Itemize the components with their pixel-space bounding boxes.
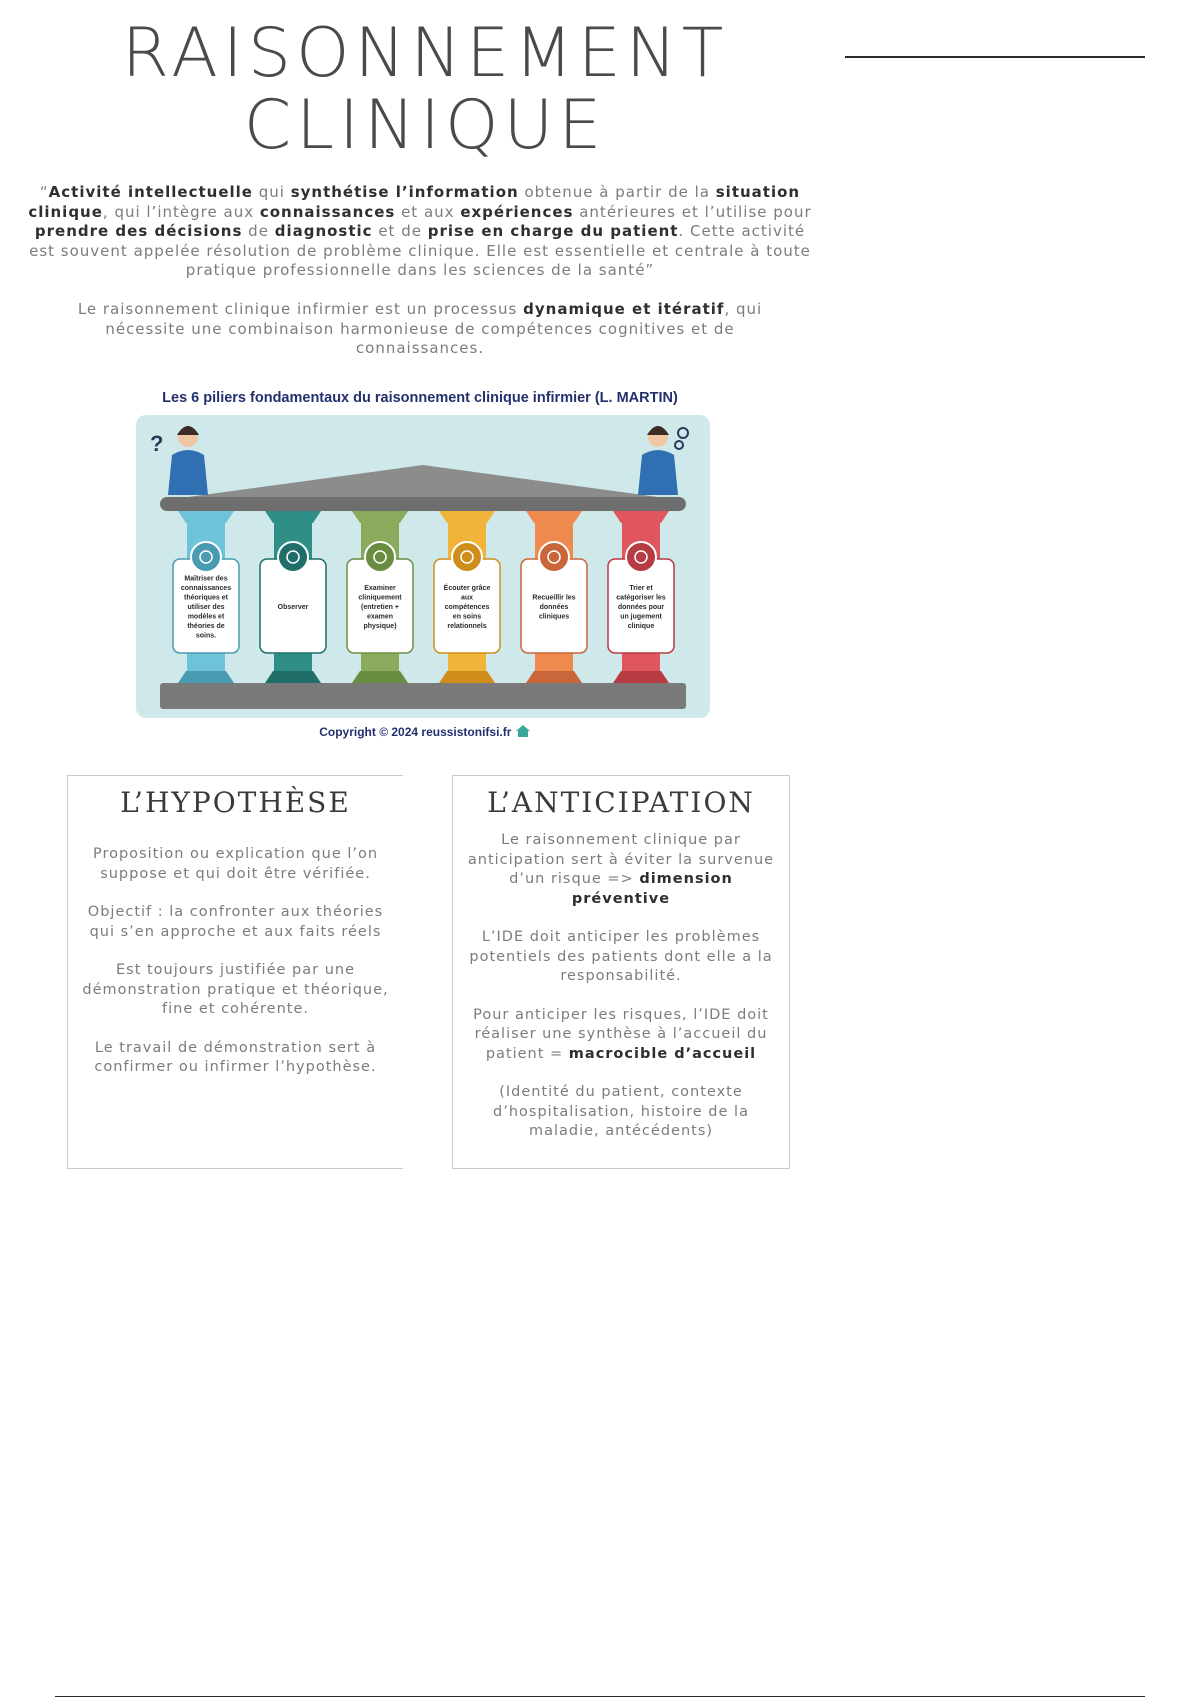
pillar-label-line: théoriques et xyxy=(184,594,228,602)
card-paragraph xyxy=(74,961,397,1020)
title-line-2: CLINIQUE xyxy=(243,86,607,165)
hypothesis-title: L’HYPOTHÈSE xyxy=(120,786,351,819)
nurse-right-body xyxy=(638,450,678,495)
infographic-title: Les 6 piliers fondamentaux du raisonnement clinique infirmier (L. MARTIN) xyxy=(162,390,678,406)
text-segment: obtenue à partir de la xyxy=(518,183,716,201)
hypothesis-body xyxy=(68,845,403,1078)
pillar-label-line: modèles et xyxy=(187,613,225,621)
definition-paragraph xyxy=(20,183,820,281)
pillar-capital xyxy=(613,511,669,523)
pillar-label-line: cliniques xyxy=(538,613,570,621)
infographic-copyright xyxy=(240,724,610,739)
emphasis-text: dimension préventive xyxy=(571,871,733,907)
house-icon xyxy=(515,724,531,738)
text-segment: Objectif : la confronter aux théories qui s’en approche et aux faits réels xyxy=(87,904,384,940)
emphasis-text: expériences xyxy=(460,202,574,221)
pillar-label-line: (entretien + xyxy=(361,604,399,611)
infographic-panel xyxy=(136,415,710,718)
pillar-label-line: compétences xyxy=(444,604,490,611)
pillar-foot xyxy=(439,671,495,683)
emphasis-text: synthétise l’information xyxy=(290,183,519,201)
question-mark-icon: ? xyxy=(150,431,164,456)
emphasis-text: connaissances xyxy=(259,202,396,221)
text-segment: “ xyxy=(39,183,49,201)
pillar-label-line: utiliser des xyxy=(187,604,225,611)
pillar-foot xyxy=(613,671,669,683)
text-segment: Proposition ou explication que l’on suppose et qui doit être vérifiée. xyxy=(92,846,379,882)
pillar-label-line: un jugement xyxy=(620,613,662,621)
eye-icon xyxy=(278,542,308,572)
decorative-rule xyxy=(845,56,1145,58)
hypothesis-card xyxy=(67,775,403,1169)
pillar-foot xyxy=(352,671,408,683)
pillar-label-line: Trier et xyxy=(629,585,653,592)
title-line-1: RAISONNEMENT xyxy=(121,14,729,93)
gear-icon xyxy=(678,428,688,438)
pillar-foot xyxy=(178,671,234,683)
pillar-label-line: théories de xyxy=(187,623,225,630)
temple-roof xyxy=(166,465,680,500)
card-paragraph xyxy=(459,1006,783,1065)
pillar-capital xyxy=(352,511,408,523)
text-segment: L’IDE doit anticiper les problèmes potentiels des patients dont elle a la responsabilité. xyxy=(469,929,773,984)
pillar-label-line: données pour xyxy=(617,604,665,611)
text-segment: Pour anticiper les risques, l’IDE doit réaliser une synthèse à l’accueil du patient = xyxy=(473,1006,769,1062)
pillar-label-line: aux xyxy=(460,594,474,602)
pillar-label-line: relationnels xyxy=(447,623,487,630)
pillar-label-line: Observer xyxy=(277,604,309,611)
card-paragraph xyxy=(74,903,397,942)
text-segment: Le travail de démonstration sert à confirmer ou infirmer l’hypothèse. xyxy=(94,1039,377,1075)
temple-beam xyxy=(160,497,686,511)
page-title xyxy=(60,14,790,165)
card-paragraph xyxy=(459,831,783,909)
bottom-rule xyxy=(55,1696,1145,1697)
pillar-foot xyxy=(265,671,321,683)
emphasis-text: prendre des décisions xyxy=(34,222,243,240)
text-segment: et aux xyxy=(395,202,461,221)
pillar-label-line: soins. xyxy=(195,632,217,640)
emphasis-text: situation clinique xyxy=(28,183,801,221)
pillar-label-line: Examiner xyxy=(364,585,396,592)
pillars-illustration xyxy=(136,415,710,718)
card-paragraph xyxy=(74,845,397,884)
pillar-label-line: catégoriser les xyxy=(616,594,666,602)
text-segment: , qui nécessite une combinaison harmonieuse de compétences cognitives et de connaissances. xyxy=(105,300,763,357)
emphasis-text: prise en charge du patient xyxy=(427,222,679,240)
text-segment: Est toujours justifiée par une démonstration pratique et théorique, fine et cohérente. xyxy=(82,962,389,1017)
pillar-capital xyxy=(439,511,495,523)
hierarchy-icon xyxy=(626,542,656,572)
book-icon xyxy=(191,542,221,572)
anticipation-title: L’ANTICIPATION xyxy=(487,786,755,819)
anticipation-body xyxy=(453,831,789,1142)
pillar-label-line: cliniquement xyxy=(358,594,402,602)
emphasis-text: dynamique et itératif xyxy=(523,300,725,318)
pillar-label-line: examen xyxy=(366,613,394,621)
pillar-label-line: Écouter grâce xyxy=(443,585,491,592)
intro-paragraph xyxy=(40,300,800,359)
text-segment: et de xyxy=(372,222,428,240)
card-paragraph xyxy=(459,1083,783,1142)
copyright-text: Copyright © 2024 reussistonifsi.fr xyxy=(319,725,512,739)
text-segment: antérieures et l’utilise pour xyxy=(573,202,812,221)
pillar-label-line: clinique xyxy=(627,623,655,630)
pillar-label-line: connaissances xyxy=(180,585,232,592)
pillar-foot xyxy=(526,671,582,683)
pillar-capital xyxy=(526,511,582,523)
card-paragraph xyxy=(459,928,783,987)
nurse-left-hair xyxy=(177,426,199,435)
text-segment: . Cette activité est souvent appelée résolution de problème clinique. Elle est essentielle et centrale à toute pratique professionnelle dans les sciences de la santé” xyxy=(29,222,811,279)
emphasis-text: macrocible d’accueil xyxy=(568,1045,757,1062)
anticipation-card xyxy=(452,775,790,1169)
text-segment: , qui l’intègre aux xyxy=(102,202,260,221)
text-segment: qui xyxy=(252,183,291,201)
text-segment: (Identité du patient, contexte d’hospitalisation, histoire de la maladie, antécédents) xyxy=(493,1084,749,1139)
emphasis-text: diagnostic xyxy=(274,222,373,240)
ear-icon xyxy=(452,542,482,572)
text-segment: Le raisonnement clinique par anticipation sert à éviter la survenue d’un risque => xyxy=(467,832,775,887)
text-segment: Le raisonnement clinique infirmier est un processus xyxy=(77,300,524,318)
text-segment: de xyxy=(242,222,275,240)
pillar-label-line: Recueillir les xyxy=(532,594,576,602)
card-paragraph xyxy=(74,1039,397,1078)
gear-icon-small xyxy=(675,441,683,449)
emphasis-text: Activité intellectuelle xyxy=(48,183,253,201)
pillar-label-line: données xyxy=(539,604,569,611)
temple-base xyxy=(160,683,686,709)
stethoscope-icon xyxy=(365,542,395,572)
pillar-label-line: en soins xyxy=(452,613,482,621)
clipboard-icon xyxy=(539,542,569,572)
pillar-capital xyxy=(265,511,321,523)
pillar-label-line: Maîtriser des xyxy=(184,575,228,583)
nurse-left-body xyxy=(168,450,208,495)
pillar-label-line: physique) xyxy=(363,623,397,630)
nurse-right-hair xyxy=(647,426,669,435)
pillar-capital xyxy=(178,511,234,523)
